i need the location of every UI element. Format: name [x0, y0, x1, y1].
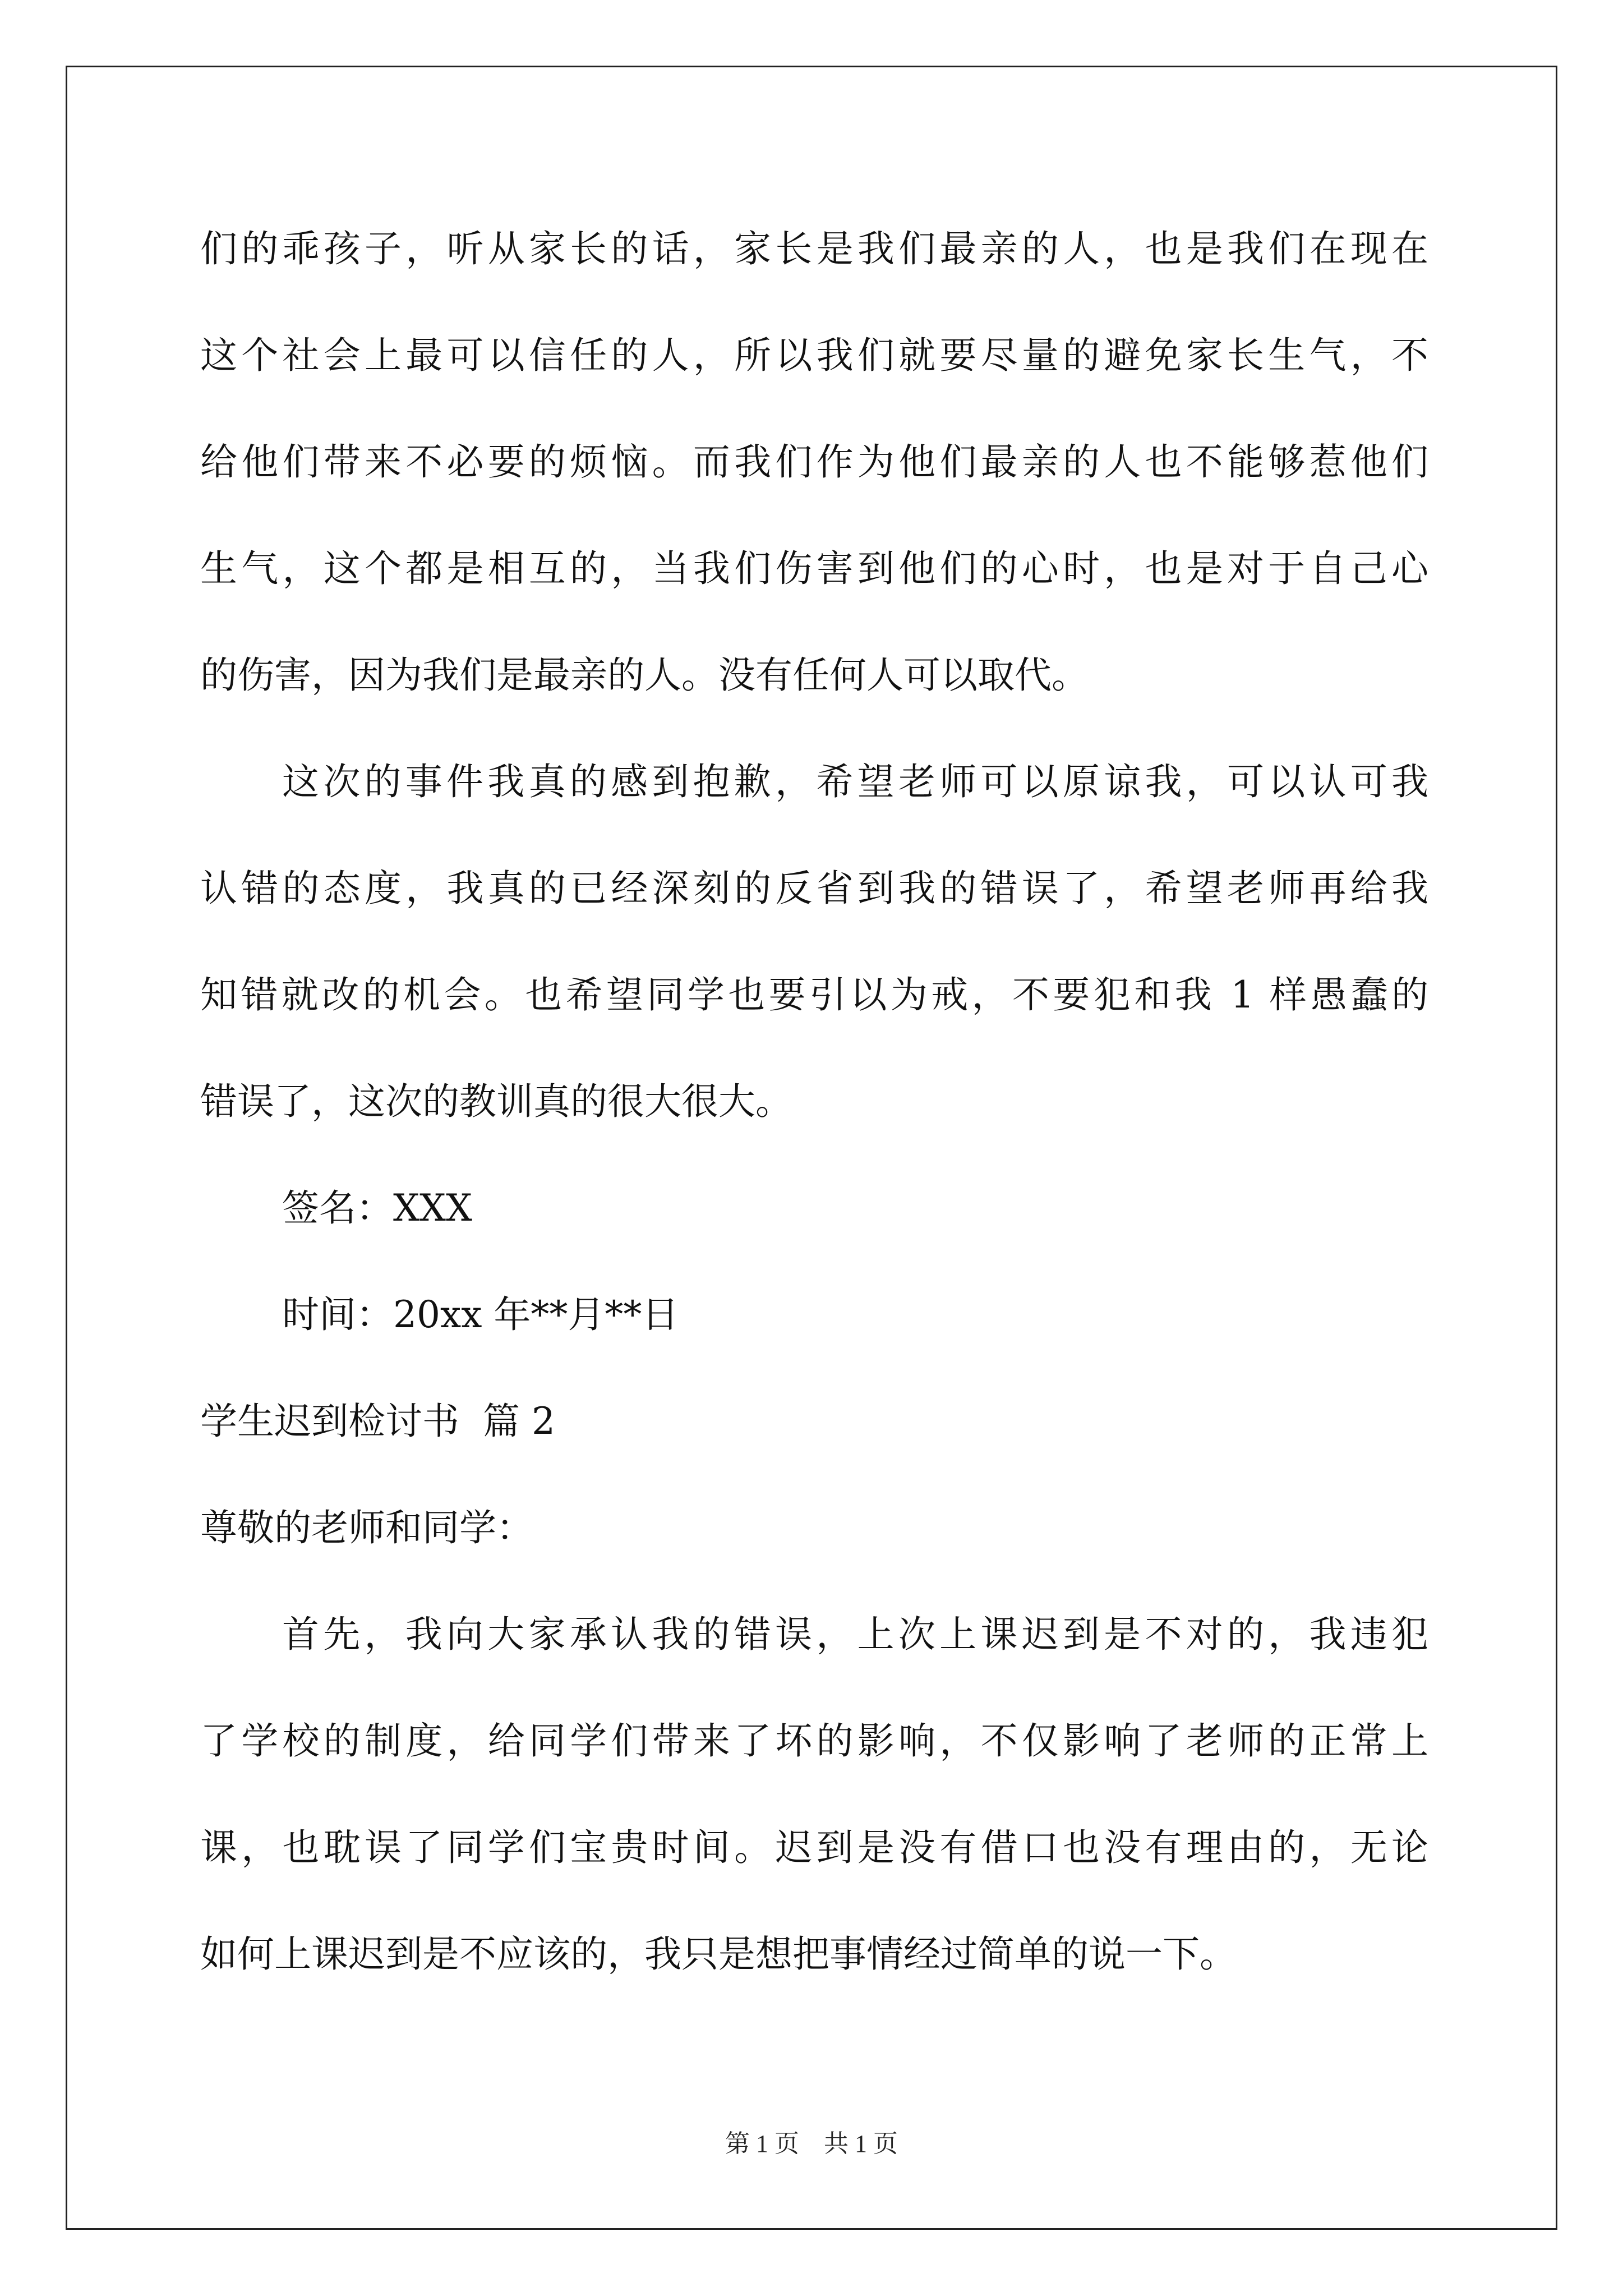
paragraph-2-line-1: 这次的事件我真的感到抱歉，希望老师可以原谅我，可以认可我: [282, 760, 1428, 803]
paragraph-1-line-3: 给他们带来不必要的烦恼。而我们作为他们最亲的人也不能够惹他们: [200, 440, 1428, 484]
paragraph-1-line-5: 的伤害，因为我们是最亲的人。没有任何人可以取代。: [200, 654, 1089, 697]
section-title: 学生迟到检讨书 篇 2: [200, 1400, 555, 1443]
salutation: 尊敬的老师和同学：: [200, 1506, 533, 1549]
paragraph-2-line-4: 错误了，这次的教训真的很大很大。: [200, 1080, 792, 1123]
page-border: [66, 66, 1557, 2230]
paragraph-2-line-3: 知错就改的机会。也希望同学也要引以为戒，不要犯和我 1 样愚蠢的: [200, 973, 1428, 1016]
signature: 签名：XXX: [282, 1186, 472, 1230]
paragraph-3-line-3: 课，也耽误了同学们宝贵时间。迟到是没有借口也没有理由的，无论: [200, 1826, 1428, 1869]
paragraph-1-line-2: 这个社会上最可以信任的人，所以我们就要尽量的避免家长生气，不: [200, 334, 1428, 377]
page-number-footer: 第 1 页 共 1 页: [725, 2130, 898, 2157]
paragraph-3-line-4: 如何上课迟到是不应该的，我只是想把事情经过简单的说一下。: [200, 1932, 1237, 1976]
date: 时间：20xx 年**月**日: [282, 1293, 679, 1336]
paragraph-1-line-1: 们的乖孩子，听从家长的话，家长是我们最亲的人，也是我们在现在: [200, 227, 1428, 270]
paragraph-3-line-2: 了学校的制度，给同学们带来了坏的影响，不仅影响了老师的正常上: [200, 1719, 1428, 1763]
paragraph-3-line-1: 首先，我向大家承认我的错误，上次上课迟到是不对的，我违犯: [282, 1613, 1428, 1656]
paragraph-1-line-4: 生气，这个都是相互的，当我们伤害到他们的心时，也是对于自己心: [200, 547, 1428, 590]
paragraph-2-line-2: 认错的态度，我真的已经深刻的反省到我的错误了，希望老师再给我: [200, 867, 1428, 910]
